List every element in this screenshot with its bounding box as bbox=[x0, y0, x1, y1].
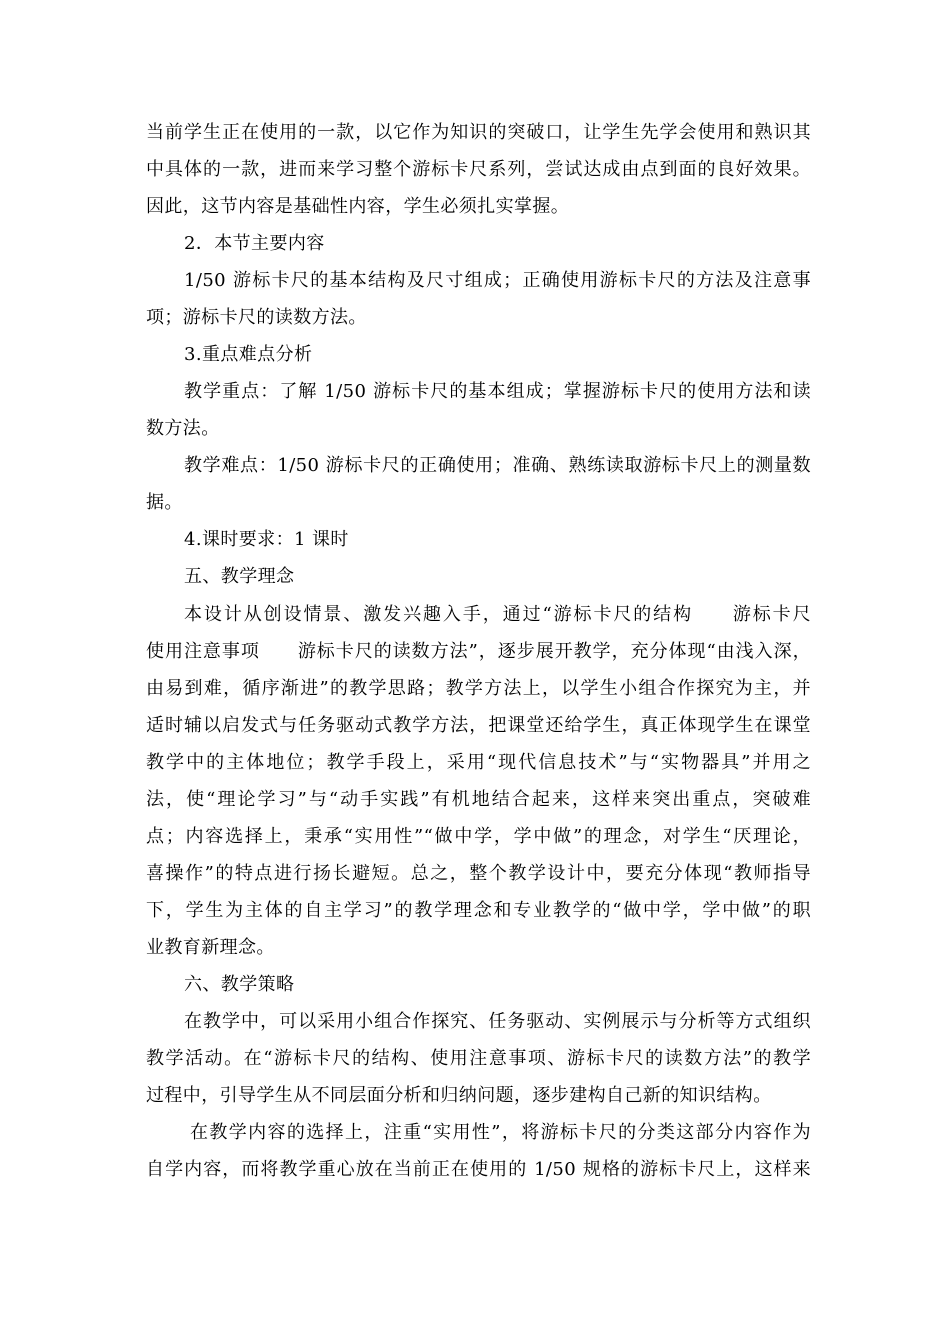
paragraph-line: 法，使“理论学习”与“动手实践”有机地结合起来，这样来突出重点，突破难 bbox=[146, 789, 811, 810]
paragraph-line: 点；内容选择上，秉承“实用性”“做中学，学中做”的理念，对学生“厌理论， bbox=[146, 826, 811, 847]
paragraph-line: 喜操作”的特点进行扬长避短。总之，整个教学设计中，要充分体现“教师指导 bbox=[146, 863, 811, 884]
paragraph-line: 自学内容，而将教学重心放在当前正在使用的 1/50 规格的游标卡尺上，这样来 bbox=[146, 1159, 811, 1180]
paragraph-line: 过程中，引导学生从不同层面分析和归纳问题，逐步建构自己新的知识结构。 bbox=[146, 1085, 772, 1106]
paragraph-line: 业教育新理念。 bbox=[146, 937, 275, 958]
paragraph-line: 在教学中，可以采用小组合作探究、任务驱动、实例展示与分析等方式组织 bbox=[184, 1011, 811, 1032]
section-heading: 3.重点难点分析 bbox=[184, 344, 313, 365]
paragraph-line: 中具体的一款，进而来学习整个游标卡尺系列，尝试达成由点到面的良好效果。 bbox=[146, 159, 811, 180]
paragraph-line: 适时辅以启发式与任务驱动式教学方法，把课堂还给学生，真正体现学生在课堂 bbox=[146, 715, 811, 736]
paragraph-line: 使用注意事项 游标卡尺的读数方法”，逐步展开教学，充分体现“由浅入深， bbox=[146, 641, 811, 662]
paragraph-line: 项；游标卡尺的读数方法。 bbox=[146, 307, 367, 328]
paragraph-line: 当前学生正在使用的一款，以它作为知识的突破口，让学生先学会使用和熟识其 bbox=[146, 122, 811, 143]
paragraph-line: 下，学生为主体的自主学习”的教学理念和专业教学的“做中学，学中做”的职 bbox=[146, 900, 811, 921]
paragraph-line: 数方法。 bbox=[146, 418, 220, 439]
section-heading: 2．本节主要内容 bbox=[184, 233, 325, 254]
paragraph-line: 教学中的主体地位；教学手段上，采用“现代信息技术”与“实物器具”并用之 bbox=[146, 752, 811, 773]
paragraph-line: 教学重点：了解 1/50 游标卡尺的基本组成；掌握游标卡尺的使用方法和读 bbox=[184, 381, 811, 402]
section-heading: 五、教学理念 bbox=[184, 566, 295, 587]
paragraph-line: 由易到难，循序渐进”的教学思路；教学方法上，以学生小组合作探究为主，并 bbox=[146, 678, 811, 699]
paragraph-line: 据。 bbox=[146, 492, 183, 513]
section-heading: 六、教学策略 bbox=[184, 974, 295, 995]
paragraph-line: 因此，这节内容是基础性内容，学生必须扎实掌握。 bbox=[146, 196, 570, 217]
section-heading: 4.课时要求：1 课时 bbox=[184, 529, 349, 550]
paragraph-line: 在教学内容的选择上，注重“实用性”，将游标卡尺的分类这部分内容作为 bbox=[190, 1122, 811, 1143]
paragraph-line: 教学难点：1/50 游标卡尺的正确使用；准确、熟练读取游标卡尺上的测量数 bbox=[184, 455, 811, 476]
paragraph-line: 本设计从创设情景、激发兴趣入手，通过“游标卡尺的结构 游标卡尺 bbox=[184, 604, 811, 625]
paragraph-line: 1/50 游标卡尺的基本结构及尺寸组成；正确使用游标卡尺的方法及注意事 bbox=[184, 270, 811, 291]
paragraph-line: 教学活动。在“游标卡尺的结构、使用注意事项、游标卡尺的读数方法”的教学 bbox=[146, 1048, 811, 1069]
